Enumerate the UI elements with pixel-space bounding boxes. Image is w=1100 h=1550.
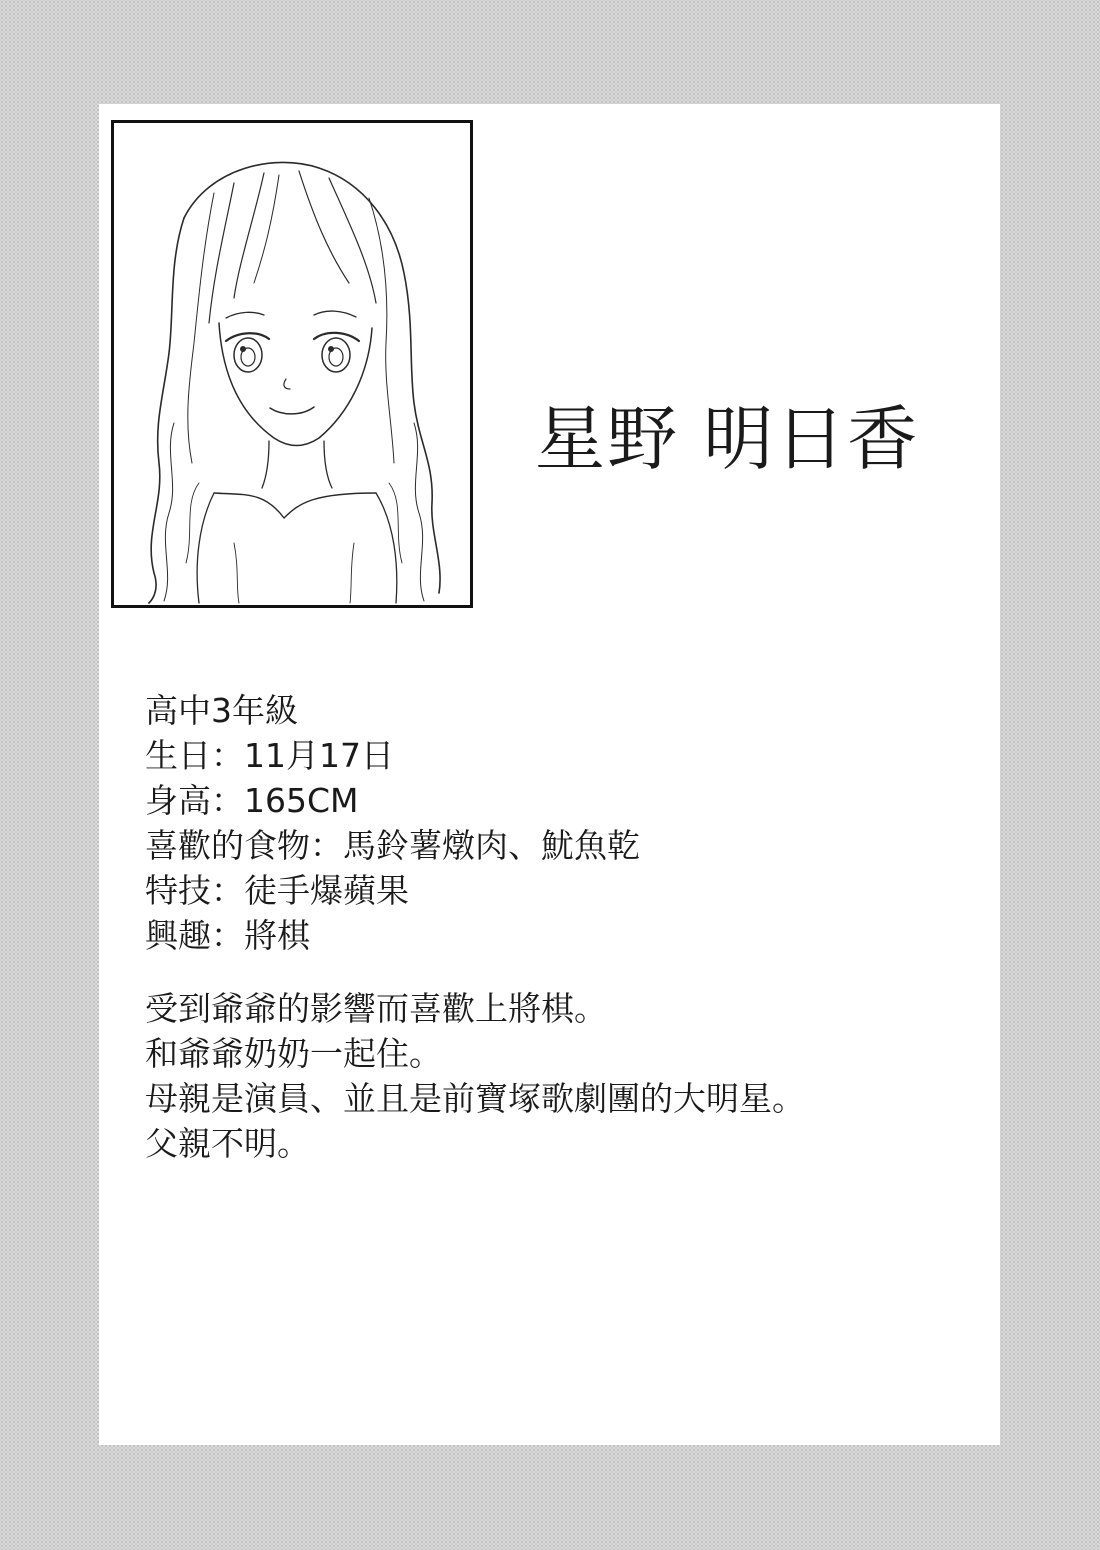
biography <box>145 986 805 1166</box>
favorite-food-line: 喜歡的食物：馬鈴薯燉肉、魷魚乾 <box>145 826 640 865</box>
portrait-sketch <box>114 123 470 605</box>
profile-details <box>145 688 640 958</box>
profile-page <box>99 104 1000 1445</box>
bio-line: 父親不明。 <box>145 1124 310 1163</box>
character-portrait <box>111 120 473 608</box>
bio-line: 母親是演員、並且是前寶塚歌劇團的大明星。 <box>145 1079 805 1118</box>
birthday-line: 生日：11月17日 <box>145 736 394 775</box>
height-line: 身高：165CM <box>145 781 359 820</box>
character-name: 星野 明日香 <box>535 398 920 480</box>
special-skill-line: 特技：徒手爆蘋果 <box>145 871 409 910</box>
bio-line: 和爺爺奶奶一起住。 <box>145 1034 442 1073</box>
bio-line: 受到爺爺的影響而喜歡上將棋。 <box>145 989 607 1028</box>
grade-line: 高中3年級 <box>145 691 298 730</box>
hobby-line: 興趣：將棋 <box>145 916 310 955</box>
